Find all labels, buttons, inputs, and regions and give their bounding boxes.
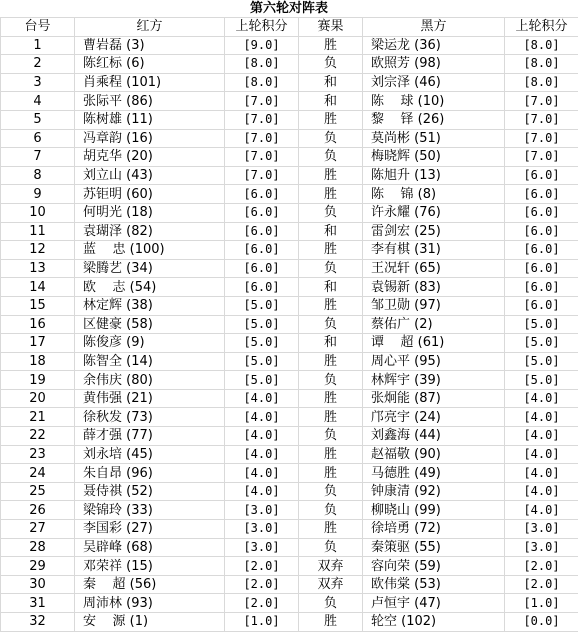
table-number-cell: 29 <box>1 557 75 576</box>
black-prev-score-cell: [6.0] <box>505 296 578 315</box>
red-player-cell: 余伟庆 (80) <box>75 371 225 390</box>
result-cell: 胜 <box>299 520 363 539</box>
red-player-cell: 欧 志 (54) <box>75 278 225 297</box>
table-number-cell: 26 <box>1 501 75 520</box>
black-prev-score-cell: [6.0] <box>505 185 578 204</box>
red-prev-score-cell: [7.0] <box>225 129 299 148</box>
table-row <box>1 203 578 222</box>
table-row <box>1 371 578 390</box>
table-row <box>1 92 578 111</box>
result-cell: 负 <box>299 371 363 390</box>
red-prev-score-cell: [5.0] <box>225 371 299 390</box>
red-prev-score-cell: [4.0] <box>225 427 299 446</box>
black-player-cell: 林辉宇 (39) <box>363 371 505 390</box>
red-player-cell: 区健豪 (58) <box>75 315 225 334</box>
table-number-cell: 7 <box>1 148 75 167</box>
result-cell: 负 <box>299 129 363 148</box>
black-player-cell: 邹卫勋 (97) <box>363 296 505 315</box>
table-row <box>1 594 578 613</box>
pairing-table <box>0 17 578 632</box>
red-player-cell: 黄伟强 (21) <box>75 389 225 408</box>
result-cell: 负 <box>299 482 363 501</box>
black-prev-score-cell: [6.0] <box>505 259 578 278</box>
red-player-cell: 朱自昂 (96) <box>75 464 225 483</box>
result-cell: 胜 <box>299 296 363 315</box>
red-player-cell: 袁瑚泽 (82) <box>75 222 225 241</box>
header-table-number: 台号 <box>1 18 75 37</box>
table-row <box>1 55 578 74</box>
table-row <box>1 389 578 408</box>
red-prev-score-cell: [5.0] <box>225 315 299 334</box>
table-number-cell: 18 <box>1 352 75 371</box>
table-number-cell: 20 <box>1 389 75 408</box>
black-prev-score-cell: [6.0] <box>505 203 578 222</box>
table-row <box>1 352 578 371</box>
result-cell: 和 <box>299 92 363 111</box>
result-cell: 胜 <box>299 445 363 464</box>
black-prev-score-cell: [4.0] <box>505 408 578 427</box>
black-player-cell: 袁锡新 (83) <box>363 278 505 297</box>
red-player-cell: 苏钜明 (60) <box>75 185 225 204</box>
red-player-cell: 陈树雄 (11) <box>75 110 225 129</box>
black-prev-score-cell: [5.0] <box>505 371 578 390</box>
table-row <box>1 36 578 55</box>
table-number-cell: 12 <box>1 241 75 260</box>
result-cell: 负 <box>299 501 363 520</box>
black-player-cell: 欧照芳 (98) <box>363 55 505 74</box>
red-prev-score-cell: [2.0] <box>225 594 299 613</box>
red-player-cell: 徐秋发 (73) <box>75 408 225 427</box>
red-prev-score-cell: [8.0] <box>225 55 299 74</box>
black-prev-score-cell: [4.0] <box>505 482 578 501</box>
red-prev-score-cell: [4.0] <box>225 389 299 408</box>
black-player-cell: 欧伟棠 (53) <box>363 575 505 594</box>
black-prev-score-cell: [7.0] <box>505 110 578 129</box>
table-number-cell: 28 <box>1 538 75 557</box>
black-prev-score-cell: [2.0] <box>505 557 578 576</box>
table-row <box>1 445 578 464</box>
table-header-row <box>1 18 578 37</box>
black-player-cell: 蔡佑广 (2) <box>363 315 505 334</box>
black-prev-score-cell: [5.0] <box>505 352 578 371</box>
result-cell: 双弃 <box>299 575 363 594</box>
header-result: 赛果 <box>299 18 363 37</box>
black-prev-score-cell: [4.0] <box>505 427 578 446</box>
black-player-cell: 容向荣 (59) <box>363 557 505 576</box>
table-number-cell: 15 <box>1 296 75 315</box>
red-player-cell: 陈红标 (6) <box>75 55 225 74</box>
black-player-cell: 钟康清 (92) <box>363 482 505 501</box>
result-cell: 胜 <box>299 110 363 129</box>
red-prev-score-cell: [7.0] <box>225 166 299 185</box>
black-player-cell: 陈 锦 (8) <box>363 185 505 204</box>
table-number-cell: 22 <box>1 427 75 446</box>
result-cell: 和 <box>299 222 363 241</box>
red-prev-score-cell: [4.0] <box>225 445 299 464</box>
black-prev-score-cell: [0.0] <box>505 613 578 632</box>
table-number-cell: 9 <box>1 185 75 204</box>
black-player-cell: 张炯能 (87) <box>363 389 505 408</box>
red-prev-score-cell: [5.0] <box>225 334 299 353</box>
table-body <box>1 36 578 631</box>
red-player-cell: 李国彩 (27) <box>75 520 225 539</box>
red-player-cell: 刘立山 (43) <box>75 166 225 185</box>
red-prev-score-cell: [6.0] <box>225 241 299 260</box>
table-number-cell: 31 <box>1 594 75 613</box>
red-prev-score-cell: [5.0] <box>225 352 299 371</box>
black-player-cell: 刘鑫海 (44) <box>363 427 505 446</box>
red-player-cell: 梁腾艺 (34) <box>75 259 225 278</box>
table-number-cell: 14 <box>1 278 75 297</box>
table-number-cell: 30 <box>1 575 75 594</box>
table-row <box>1 296 578 315</box>
result-cell: 和 <box>299 73 363 92</box>
red-player-cell: 张际平 (86) <box>75 92 225 111</box>
black-player-cell: 卢恒宇 (47) <box>363 594 505 613</box>
table-row <box>1 259 578 278</box>
result-cell: 胜 <box>299 408 363 427</box>
table-number-cell: 4 <box>1 92 75 111</box>
table-row <box>1 148 578 167</box>
table-row <box>1 464 578 483</box>
black-prev-score-cell: [5.0] <box>505 315 578 334</box>
result-cell: 胜 <box>299 613 363 632</box>
red-prev-score-cell: [2.0] <box>225 575 299 594</box>
red-prev-score-cell: [7.0] <box>225 110 299 129</box>
red-player-cell: 薛才强 (77) <box>75 427 225 446</box>
result-cell: 负 <box>299 315 363 334</box>
table-number-cell: 11 <box>1 222 75 241</box>
table-row <box>1 110 578 129</box>
black-player-cell: 陈旭升 (13) <box>363 166 505 185</box>
table-row <box>1 185 578 204</box>
header-red-side: 红方 <box>75 18 225 37</box>
red-player-cell: 陈俊彦 (9) <box>75 334 225 353</box>
black-player-cell: 雷剑宏 (25) <box>363 222 505 241</box>
page-title: 第六轮对阵表 <box>0 0 578 17</box>
table-number-cell: 23 <box>1 445 75 464</box>
black-player-cell: 梁运龙 (36) <box>363 36 505 55</box>
black-player-cell: 莫尚彬 (51) <box>363 129 505 148</box>
table-number-cell: 32 <box>1 613 75 632</box>
black-prev-score-cell: [8.0] <box>505 55 578 74</box>
table-number-cell: 16 <box>1 315 75 334</box>
table-row <box>1 73 578 92</box>
red-prev-score-cell: [6.0] <box>225 259 299 278</box>
black-prev-score-cell: [6.0] <box>505 166 578 185</box>
black-player-cell: 陈 球 (10) <box>363 92 505 111</box>
red-player-cell: 胡克华 (20) <box>75 148 225 167</box>
black-player-cell: 李有棋 (31) <box>363 241 505 260</box>
table-number-cell: 5 <box>1 110 75 129</box>
black-player-cell: 秦策驱 (55) <box>363 538 505 557</box>
result-cell: 负 <box>299 259 363 278</box>
black-prev-score-cell: [4.0] <box>505 501 578 520</box>
result-cell: 胜 <box>299 36 363 55</box>
table-row <box>1 575 578 594</box>
black-player-cell: 赵福敬 (90) <box>363 445 505 464</box>
table-number-cell: 19 <box>1 371 75 390</box>
table-row <box>1 557 578 576</box>
red-player-cell: 安 源 (1) <box>75 613 225 632</box>
black-prev-score-cell: [6.0] <box>505 222 578 241</box>
table-row <box>1 241 578 260</box>
red-player-cell: 邓荣祥 (15) <box>75 557 225 576</box>
black-prev-score-cell: [6.0] <box>505 278 578 297</box>
result-cell: 胜 <box>299 352 363 371</box>
result-cell: 负 <box>299 203 363 222</box>
header-black-prev-score: 上轮积分 <box>505 18 578 37</box>
red-prev-score-cell: [6.0] <box>225 278 299 297</box>
black-prev-score-cell: [4.0] <box>505 389 578 408</box>
table-number-cell: 21 <box>1 408 75 427</box>
red-player-cell: 冯章韵 (16) <box>75 129 225 148</box>
result-cell: 负 <box>299 55 363 74</box>
result-cell: 胜 <box>299 464 363 483</box>
red-player-cell: 肖乘程 (101) <box>75 73 225 92</box>
result-cell: 胜 <box>299 389 363 408</box>
black-player-cell: 轮空 (102) <box>363 613 505 632</box>
result-cell: 胜 <box>299 241 363 260</box>
black-prev-score-cell: [7.0] <box>505 148 578 167</box>
red-player-cell: 陈智全 (14) <box>75 352 225 371</box>
result-cell: 负 <box>299 427 363 446</box>
red-prev-score-cell: [4.0] <box>225 464 299 483</box>
red-prev-score-cell: [4.0] <box>225 408 299 427</box>
table-row <box>1 501 578 520</box>
table-row <box>1 520 578 539</box>
black-player-cell: 黎 铎 (26) <box>363 110 505 129</box>
table-row <box>1 222 578 241</box>
result-cell: 胜 <box>299 166 363 185</box>
red-prev-score-cell: [5.0] <box>225 296 299 315</box>
header-red-prev-score: 上轮积分 <box>225 18 299 37</box>
red-prev-score-cell: [3.0] <box>225 520 299 539</box>
table-number-cell: 1 <box>1 36 75 55</box>
result-cell: 和 <box>299 278 363 297</box>
black-prev-score-cell: [8.0] <box>505 73 578 92</box>
red-player-cell: 周沛林 (93) <box>75 594 225 613</box>
black-player-cell: 梅晓辉 (50) <box>363 148 505 167</box>
black-prev-score-cell: [7.0] <box>505 129 578 148</box>
black-prev-score-cell: [5.0] <box>505 334 578 353</box>
black-player-cell: 柳晓山 (99) <box>363 501 505 520</box>
black-player-cell: 王况轩 (65) <box>363 259 505 278</box>
result-cell: 负 <box>299 538 363 557</box>
red-prev-score-cell: [3.0] <box>225 501 299 520</box>
result-cell: 双弃 <box>299 557 363 576</box>
table-number-cell: 25 <box>1 482 75 501</box>
red-player-cell: 蓝 忠 (100) <box>75 241 225 260</box>
table-row <box>1 129 578 148</box>
table-row <box>1 613 578 632</box>
black-prev-score-cell: [3.0] <box>505 538 578 557</box>
table-number-cell: 17 <box>1 334 75 353</box>
table-row <box>1 408 578 427</box>
red-player-cell: 刘永培 (45) <box>75 445 225 464</box>
red-prev-score-cell: [1.0] <box>225 613 299 632</box>
table-number-cell: 2 <box>1 55 75 74</box>
table-row <box>1 482 578 501</box>
red-player-cell: 秦 超 (56) <box>75 575 225 594</box>
red-prev-score-cell: [8.0] <box>225 73 299 92</box>
black-player-cell: 刘宗泽 (46) <box>363 73 505 92</box>
red-player-cell: 林定辉 (38) <box>75 296 225 315</box>
black-prev-score-cell: [3.0] <box>505 520 578 539</box>
table-number-cell: 3 <box>1 73 75 92</box>
red-prev-score-cell: [6.0] <box>225 203 299 222</box>
result-cell: 负 <box>299 594 363 613</box>
black-player-cell: 周心平 (95) <box>363 352 505 371</box>
black-player-cell: 马德胜 (49) <box>363 464 505 483</box>
table-row <box>1 166 578 185</box>
red-prev-score-cell: [6.0] <box>225 185 299 204</box>
red-player-cell: 吴辟峰 (68) <box>75 538 225 557</box>
red-prev-score-cell: [6.0] <box>225 222 299 241</box>
result-cell: 和 <box>299 334 363 353</box>
black-player-cell: 邝亮宇 (24) <box>363 408 505 427</box>
red-player-cell: 何明光 (18) <box>75 203 225 222</box>
table-row <box>1 427 578 446</box>
red-prev-score-cell: [3.0] <box>225 538 299 557</box>
red-prev-score-cell: [7.0] <box>225 92 299 111</box>
table-number-cell: 8 <box>1 166 75 185</box>
table-row <box>1 538 578 557</box>
table-number-cell: 10 <box>1 203 75 222</box>
black-player-cell: 徐培勇 (72) <box>363 520 505 539</box>
red-prev-score-cell: [7.0] <box>225 148 299 167</box>
result-cell: 胜 <box>299 185 363 204</box>
red-prev-score-cell: [2.0] <box>225 557 299 576</box>
black-prev-score-cell: [4.0] <box>505 464 578 483</box>
red-prev-score-cell: [4.0] <box>225 482 299 501</box>
black-prev-score-cell: [7.0] <box>505 92 578 111</box>
result-cell: 负 <box>299 148 363 167</box>
black-player-cell: 谭 超 (61) <box>363 334 505 353</box>
black-prev-score-cell: [4.0] <box>505 445 578 464</box>
table-row <box>1 315 578 334</box>
black-prev-score-cell: [6.0] <box>505 241 578 260</box>
red-prev-score-cell: [9.0] <box>225 36 299 55</box>
table-number-cell: 13 <box>1 259 75 278</box>
table-number-cell: 6 <box>1 129 75 148</box>
red-player-cell: 梁锦玲 (33) <box>75 501 225 520</box>
table-row <box>1 278 578 297</box>
red-player-cell: 曹岩磊 (3) <box>75 36 225 55</box>
table-number-cell: 27 <box>1 520 75 539</box>
header-black-side: 黑方 <box>363 18 505 37</box>
red-player-cell: 聂侍祺 (52) <box>75 482 225 501</box>
black-prev-score-cell: [8.0] <box>505 36 578 55</box>
black-prev-score-cell: [1.0] <box>505 594 578 613</box>
black-prev-score-cell: [2.0] <box>505 575 578 594</box>
table-number-cell: 24 <box>1 464 75 483</box>
black-player-cell: 许永耀 (76) <box>363 203 505 222</box>
table-row <box>1 334 578 353</box>
